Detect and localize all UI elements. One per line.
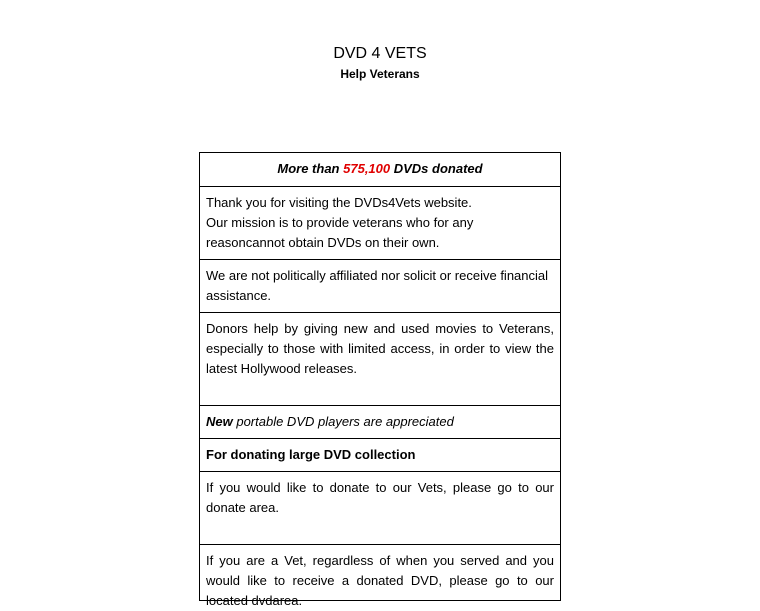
donate-row: [200, 471, 560, 544]
vet-text: If you are a Vet, regardless of when you served and you would like to receive a donated DVD, please go to our located dvdarea.: [206, 553, 554, 608]
intro-mission-text: Our mission is to provide veterans who for any reasoncannot obtain DVDs on their own.: [206, 215, 474, 250]
banner-prefix: More than: [277, 161, 344, 176]
donate-text: If you would like to donate to our Vets, please go to our donate area.: [206, 480, 554, 515]
vet-row: [200, 544, 560, 608]
donors-row: [200, 312, 560, 405]
affiliation-text: We are not politically affiliated nor solicit or receive financial assistance.: [206, 268, 549, 303]
dvd-players-row: [200, 405, 560, 438]
players-text: portable DVD players are appreciated: [232, 414, 454, 429]
large-collection-row: [200, 438, 560, 471]
players-emphasis: New: [206, 414, 233, 429]
site-subtitle: Help Veterans: [340, 67, 420, 81]
intro-welcome-text: Thank you for visiting the DVDs4Vets website.: [206, 195, 472, 210]
donation-count: 575,100: [343, 161, 391, 176]
donation-count-banner: [200, 153, 560, 186]
intro-row: [200, 186, 560, 259]
site-title: DVD 4 VETS: [333, 45, 427, 62]
content-table: [199, 152, 561, 608]
banner-suffix: DVDs donated: [390, 161, 483, 176]
affiliation-row: [200, 259, 560, 312]
large-collection-text: For donating large DVD collection: [206, 447, 416, 462]
donors-text: Donors help by giving new and used movies to Veterans, especially to those with limited access, in order to view the latest Hollywood releases.: [206, 321, 554, 376]
